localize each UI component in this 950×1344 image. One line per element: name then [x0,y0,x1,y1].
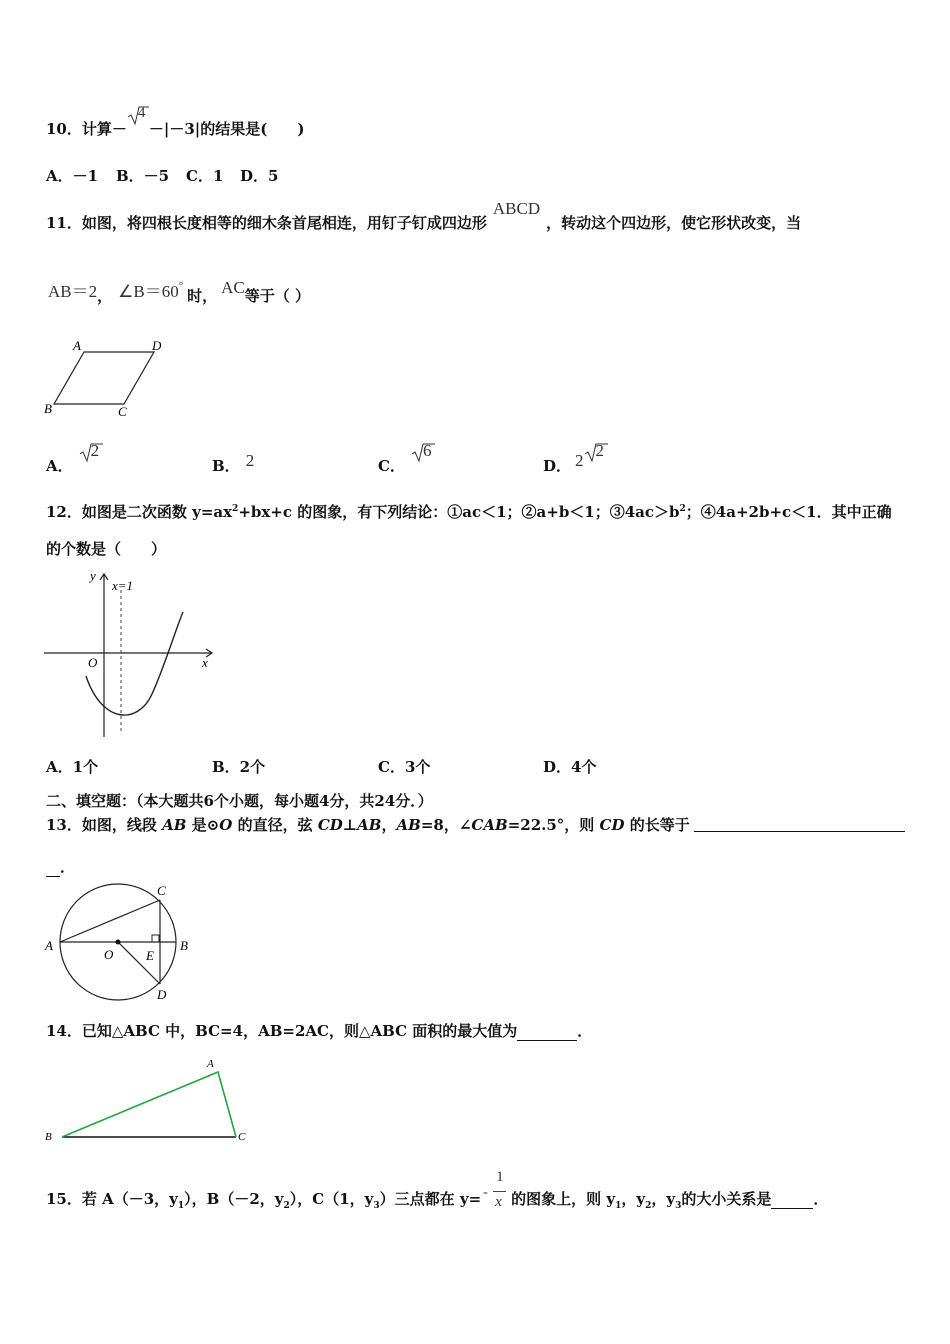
label-b: B [44,401,52,416]
q11-option-b-value: 2 [245,451,255,470]
q14-triangle-figure [40,1052,260,1148]
label-origin: O [88,655,98,670]
q14-end: ． [577,1022,593,1040]
q12-sup-2: 2 [679,504,686,514]
q15-sub-3: 3 [373,1201,380,1211]
label-x-eq-1: x=1 [112,578,134,593]
q11-option-b [212,451,255,476]
q13-end: ． [60,858,76,876]
sqrt6-radicand: 6 [422,441,432,460]
q10-stem [46,105,305,139]
q15-stem [46,1169,829,1211]
rhombus-abcd [54,352,154,404]
q11-abcd: ABCD [492,199,541,218]
q15-sub-2: 2 [283,1201,290,1211]
q15-text-4: ）三点都在 y= [379,1190,482,1208]
q11-option-c-letter: C． [378,457,405,475]
q13-deg: =22.5°，则 [507,816,595,834]
label-b: B [180,938,188,953]
q11-option-a [46,441,100,476]
sqrt2 [73,441,100,471]
label-a: A [207,1058,214,1070]
q11-rhombus-figure [40,334,175,424]
q15-sub-t2: 2 [645,1201,652,1211]
q10-text-b: －|－3|的结果是( ) [148,120,305,138]
sqrt2-d-radicand: 2 [595,441,605,460]
q15-fraction [481,1169,511,1210]
q15-answer-blank[interactable] [771,1190,813,1209]
q12-option-d: D．4个 [543,758,597,776]
label-o: O [104,947,114,962]
q15-sub-1: 1 [177,1201,185,1211]
label-d: D [152,338,162,353]
sqrt2-radicand: 2 [90,441,100,460]
sqrt4-radicand: 4 [137,105,146,121]
q11-text-b: ，转动这个四边形，使它形状改变，当 [546,214,802,232]
label-y: y [90,568,96,583]
q11-option-d-coef: 2 [575,451,584,470]
q15-text-5: 的图象上，则 y [511,1190,616,1208]
q15-text-8: 的大小关系是 [681,1190,772,1208]
q11-option-c [378,441,432,476]
label-c: C [118,404,127,419]
q11-comma: ， [97,287,113,305]
q14-text: 14．已知△ABC 中，BC=4，AB=2AC，则△ABC 面积的最大值为 [46,1022,518,1040]
q11-cond-ab: AB＝2 [48,282,98,301]
q13-ab: AB [162,816,187,834]
q11-when: 时， [187,287,218,305]
sides-ab-ac [62,1072,236,1137]
label-a: A [45,938,53,953]
q11-option-d-letter: D． [543,457,572,475]
q12-option-b: B．2个 [212,758,266,776]
q11-cond-angle: ∠B＝60 [118,282,179,301]
label-x: x [202,655,208,670]
q11-option-b-letter: B． [212,457,240,475]
q13-text-c: 的长等于 [629,816,690,834]
center-dot [116,940,121,945]
q15-sub-t3: 3 [675,1201,682,1211]
q13-ab3: AB [396,816,421,834]
q11-text-a: 11．如图，将四根长度相等的细木条首尾相连，用钉子钉成四边形 [46,214,487,232]
q15-numerator: 1 [496,1169,504,1185]
label-b: B [45,1131,52,1143]
q13-eq8: =8，∠ [420,816,472,834]
label-d: D [157,987,167,1002]
q13-cd2: CD [599,816,625,834]
label-a: A [73,338,81,353]
q12-text-a: 12．如图是二次函数 y=ax [46,503,233,521]
q10-option-b: B．－5 [116,167,170,185]
q15-text-2: ），B（－2，y [184,1190,284,1208]
q10-option-d: D．5 [240,167,279,185]
q13-circle-figure [40,878,200,1006]
q12-sup-1: 2 [232,504,239,514]
parabola-curve [86,612,183,715]
q12-option-c: C．3个 [378,758,431,776]
q10-option-c: C．1 [186,167,224,185]
q15-text-3: ），C（1，y [289,1190,374,1208]
q11-option-a-letter: A． [46,457,73,475]
q12-text-b: +bx+c 的图象，有下列结论：①ac＜1；②a+b＜1；③4ac＞b [238,503,680,521]
q11-option-d [543,441,608,476]
q13-text-b: 的直径，弦 [237,816,313,834]
q10-option-a: A．－1 [46,167,99,185]
q12-stem-line1 [46,501,892,522]
q13-text-a: 13．如图，线段 [46,816,157,834]
q12-parabola-graph [40,562,220,742]
q13-cd: CD [317,816,343,834]
right-angle-mark [152,935,159,942]
q12-text-c: ；④4a+2b+c＜1．其中正确 [685,503,892,521]
q14-answer-blank[interactable] [517,1022,577,1041]
q13-perp: ⊥ [342,816,358,834]
q12-option-a: A．1个 [46,758,99,776]
q13-ab2: AB [357,816,382,834]
q13-blank-tail[interactable] [46,858,60,877]
q13-answer-blank-cont [46,856,75,877]
label-e: E [146,948,154,963]
q13-cab: CAB [471,816,508,834]
q13-answer-blank[interactable] [694,831,905,832]
q13-stem [46,814,690,835]
q15-denominator: x [495,1194,502,1210]
segment-ac [60,900,160,942]
q15-fraction-bar [493,1191,506,1192]
section-2-title: 二、填空题：（本大题共6个小题，每小题4分，共24分．） [46,792,433,810]
q13-o: O [219,816,233,834]
q12-stem-line2: 的个数是（ ） [46,540,167,558]
q15-text-6: ，y [621,1190,646,1208]
q14-stem [46,1020,592,1041]
q15-sub-t1: 1 [615,1201,622,1211]
q11-ac: AC [221,278,245,297]
sqrt6 [405,441,432,471]
sqrt2-d [584,441,608,471]
q11-stem-line2 [48,278,311,306]
q15-minus: - [483,1185,488,1200]
label-c: C [157,883,166,898]
q11-degree: ° [178,280,184,292]
sqrt4 [127,105,149,134]
q11-equals: 等于（ ） [244,287,311,305]
q10-text-a: 10．计算－ [46,120,127,138]
q11-stem-line1 [46,199,802,233]
label-c: C [238,1131,246,1143]
q15-text-7: ，y [651,1190,676,1208]
q15-text-1: 15．若 A（－3，y [46,1190,178,1208]
q13-circle-sym: 是⊙ [191,816,220,834]
q13-comma: ， [381,816,397,834]
q15-end: ． [813,1190,829,1208]
